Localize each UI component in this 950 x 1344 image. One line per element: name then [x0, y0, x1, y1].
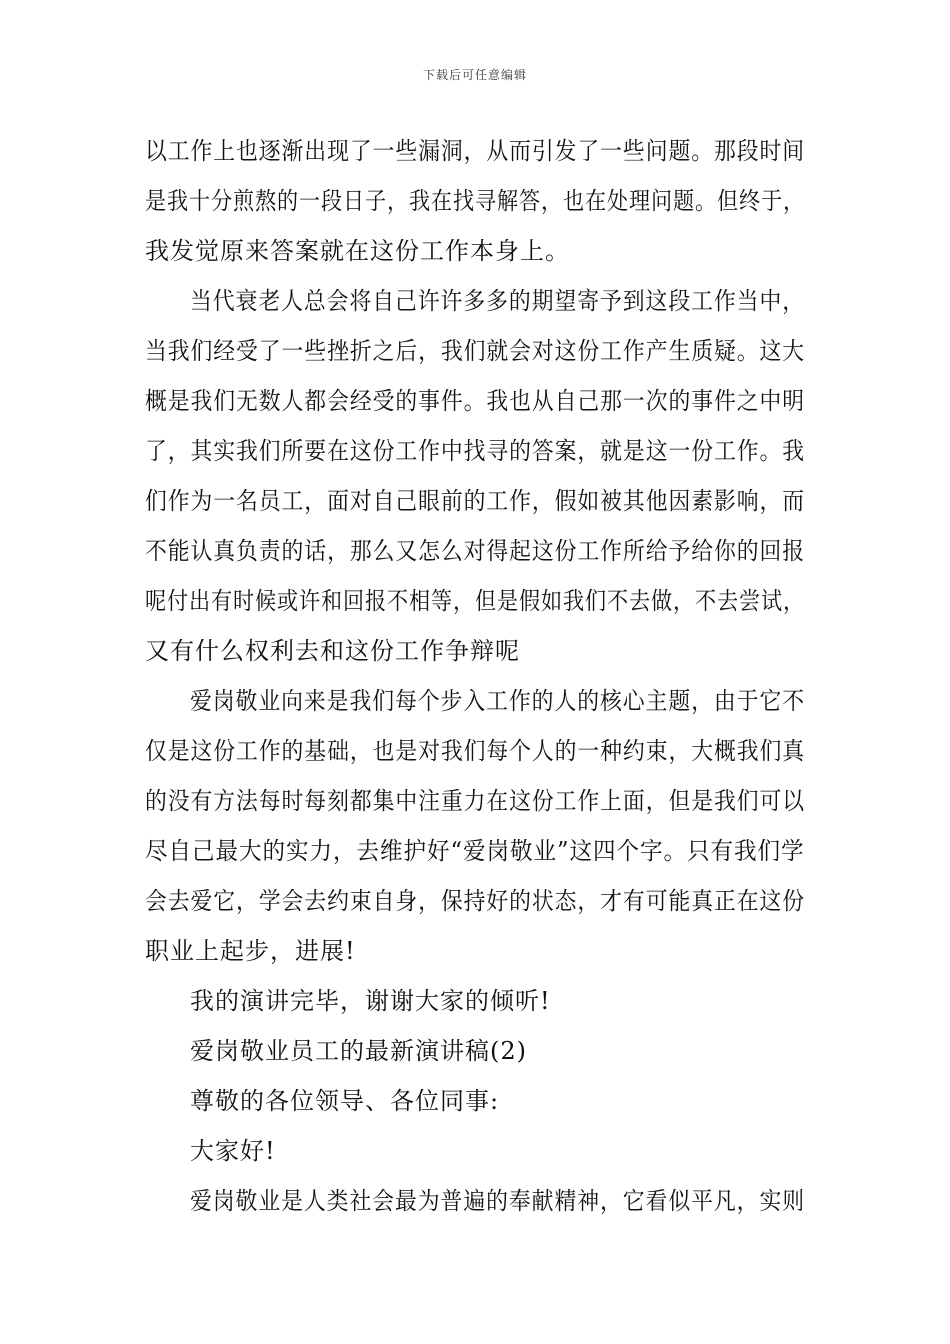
text-line: 呢付出有时候或许和回报不相等，但是假如我们不去做，不去尝试， — [145, 587, 805, 615]
salutation: 尊敬的各位领导、各位同事: — [190, 1087, 500, 1115]
text-line: 当我们经受了一些挫折之后，我们就会对这份工作产生质疑。这大 — [145, 337, 805, 365]
text-line: 的没有方法每时每刻都集中注重力在这份工作上面，但是我们可以 — [145, 787, 805, 815]
text-line: 了，其实我们所要在这份工作中找寻的答案，就是这一份工作。我 — [145, 437, 805, 465]
page-header: 下载后可任意编辑 — [422, 68, 527, 82]
text-line: 会去爱它，学会去约束自身，保持好的状态，才有可能真正在这份 — [145, 887, 805, 915]
section-title: 爱岗敬业员工的最新演讲稿(2) — [190, 1037, 527, 1065]
paragraph-first-line: 当代衰老人总会将自己许许多多的期望寄予到这段工作当中， — [190, 287, 805, 315]
text-line: 我发觉原来答案就在这份工作本身上。 — [145, 237, 570, 265]
text-line: 尽自己最大的实力，去维护好“爱岗敬业”这四个字。只有我们学 — [145, 837, 805, 865]
text-line: 们作为一名员工，面对自己眼前的工作，假如被其他因素影响，而 — [145, 487, 805, 515]
text-line: 以工作上也逐渐出现了一些漏洞，从而引发了一些问题。那段时间 — [145, 137, 805, 165]
text-line: 仅是这份工作的基础，也是对我们每个人的一种约束，大概我们真 — [145, 737, 805, 765]
text-line: 不能认真负责的话，那么又怎么对得起这份工作所给予给你的回报 — [145, 537, 805, 565]
text-line: 是我十分煎熬的一段日子，我在找寻解答，也在处理问题。但终于， — [145, 187, 805, 215]
text-line: 又有什么权利去和这份工作争辩呢 — [145, 637, 520, 665]
paragraph-first-line: 爱岗敬业是人类社会最为普遍的奉献精神，它看似平凡，实则 — [190, 1187, 805, 1215]
text-line: 职业上起步，进展! — [145, 937, 356, 965]
greeting: 大家好! — [190, 1137, 276, 1165]
paragraph-first-line: 爱岗敬业向来是我们每个步入工作的人的核心主题，由于它不 — [190, 687, 805, 715]
paragraph-first-line: 我的演讲完毕，谢谢大家的倾听! — [190, 987, 551, 1015]
text-line: 概是我们无数人都会经受的事件。我也从自己那一次的事件之中明 — [145, 387, 805, 415]
